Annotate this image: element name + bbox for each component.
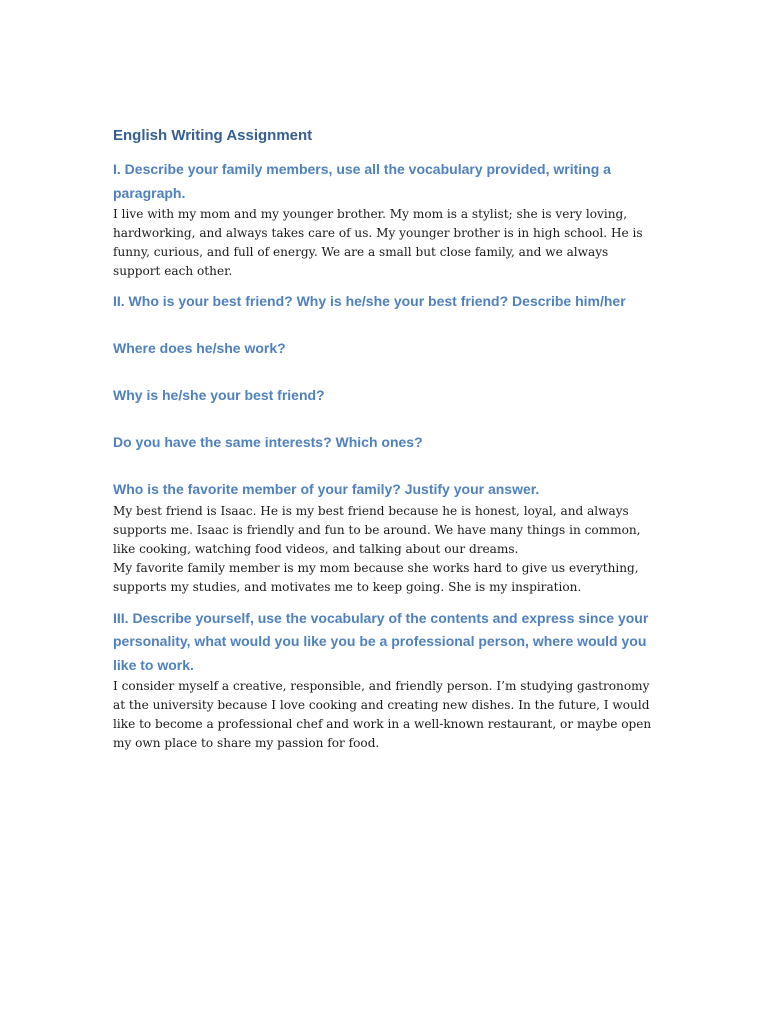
- section-3-paragraph: I consider myself a creative, responsible, and friendly person. I’m studying gastronomy at the university because I love cooking and creating new dishes. In the future, I would like to become a professional chef and work in a well-known restaurant, or maybe open my own place to share my passion for food.: [113, 679, 652, 750]
- question-why-best-friend: Why is he/she your best friend?: [113, 387, 325, 403]
- question-where-work: Where does he/she work?: [113, 340, 286, 356]
- section-2-paragraph-best-friend: My best friend is Isaac. He is my best friend because he is honest, loyal, and always supports me. Isaac is friendly and fun to be around. We have many things in common, like cooking, watching food videos, and talking about our dreams.: [113, 503, 641, 556]
- document-title: English Writing Assignment: [113, 127, 313, 144]
- section-1-heading: I. Describe your family members, use all the vocabulary provided, writing a paragraph.: [113, 161, 611, 201]
- question-favorite-member: Who is the favorite member of your family? Justify your answer.: [113, 481, 540, 497]
- section-3-heading: III. Describe yourself, use the vocabulary of the contents and express since your personality, what would you like you be a professional person, where would you like to work.: [113, 609, 649, 673]
- section-1-paragraph: I live with my mom and my younger brother. My mom is a stylist; she is very loving, hardworking, and always takes care of us. My younger brother is in high school. He is funny, curious, and full of energy. We are a small but close family, and we always support each other.: [113, 207, 643, 278]
- section-2-paragraph-favorite-member: My favorite family member is my mom because she works hard to give us everything, supports my studies, and motivates me to keep going. She is my inspiration.: [113, 560, 639, 594]
- section-2-heading: II. Who is your best friend? Why is he/she your best friend? Describe him/her: [113, 293, 626, 309]
- question-same-interests: Do you have the same interests? Which ones?: [113, 434, 423, 450]
